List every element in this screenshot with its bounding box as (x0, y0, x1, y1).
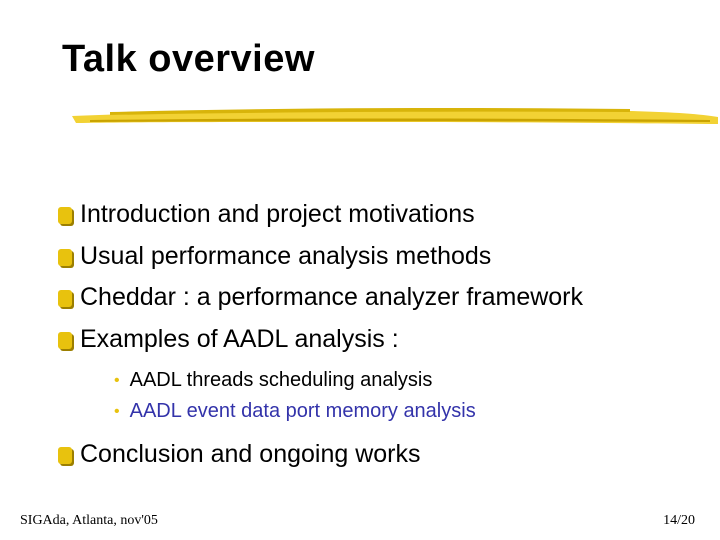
sub-bullet-item (58, 396, 708, 427)
bullet-item (58, 236, 708, 278)
bullet-item (58, 194, 708, 236)
bullet-box-icon (58, 290, 72, 307)
bullet-box-icon (58, 332, 72, 349)
bullet-dot-icon: • (114, 402, 120, 420)
sub-bullet-text: AADL threads scheduling analysis (129, 369, 433, 391)
bullet-item (58, 277, 708, 319)
bullet-text: Usual performance analysis methods (80, 241, 492, 270)
bullet-text: Conclusion and ongoing works (80, 440, 421, 469)
bullet-box-icon (58, 249, 72, 266)
bullet-text: Examples of AADL analysis : (80, 324, 399, 353)
footer-event: SIGAda, Atlanta, nov'05 (20, 513, 158, 528)
bullet-list (58, 194, 708, 476)
footer-page-number: 14/20 (663, 513, 695, 528)
bullet-item (58, 434, 708, 476)
slide-title: Talk overview (62, 38, 315, 80)
bullet-text: Cheddar : a performance analyzer framework (80, 283, 584, 312)
bullet-box-icon (58, 447, 72, 464)
sub-bullet-item (58, 365, 708, 396)
bullet-box-icon (58, 207, 72, 224)
bullet-dot-icon: • (114, 371, 120, 389)
sub-bullet-text: AADL event data port memory analysis (129, 400, 476, 422)
bullet-item (58, 319, 708, 361)
title-underline-brushstroke (70, 100, 720, 130)
bullet-text: Introduction and project motivations (80, 200, 475, 229)
